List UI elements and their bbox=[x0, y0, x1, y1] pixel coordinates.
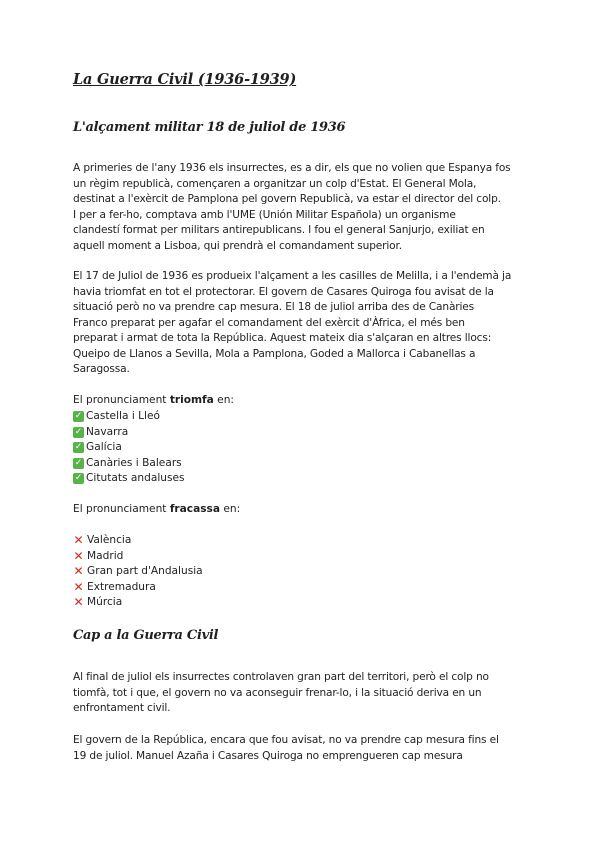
paragraph-line: Franco preparat per agafar el comandament del exèrcit d'Àfrica, el més ben bbox=[73, 316, 465, 329]
list-item: ✓ Castella i Lleó bbox=[74, 410, 160, 422]
paragraph-line: clandestí format per militars antirepublicans. I fou el general Sanjurjo, exiliat en bbox=[73, 224, 485, 236]
list-item: ✕ Extremadura bbox=[73, 579, 156, 594]
cross-mark-icon: ✕ bbox=[73, 533, 84, 548]
check-mark-icon: ✓ bbox=[74, 457, 83, 468]
triumph-keyword: triomfa bbox=[169, 394, 214, 406]
paragraph-line: enfrontament civil. bbox=[73, 702, 171, 714]
list-item: ✓ Canàries i Balears bbox=[74, 456, 182, 469]
paragraph-line: aquell moment a Lisboa, qui prendrà el comandament superior. bbox=[73, 239, 402, 252]
section-heading-alcament: L'alçament militar 18 de juliol de 1936 bbox=[73, 120, 346, 135]
triumph-list bbox=[73, 409, 185, 487]
check-mark-icon: ✓ bbox=[74, 442, 83, 453]
paragraph-intro bbox=[73, 161, 533, 254]
paragraph-line: destinat a l'exèrcit de Pamplona pel govern Republicà, va estar el director del colp. bbox=[73, 193, 501, 205]
list-item: ✓ Navarra bbox=[74, 425, 129, 438]
paragraph-line: havia triomfat en tot el protectorar. El govern de Casares Quiroga fou avisat de la bbox=[73, 285, 494, 298]
list-item: ✓ Galícia bbox=[74, 441, 122, 453]
fail-keyword: fracassa bbox=[169, 503, 220, 515]
list-item: ✕ Gran part d'Andalusia bbox=[73, 564, 203, 579]
section-heading-guerra: Cap a la Guerra Civil bbox=[73, 628, 219, 643]
paragraph-line: tiomfà, tot i que, el govern no va aconseguir frenar-lo, i la situació deriva en un bbox=[73, 686, 482, 699]
page-title: La Guerra Civil (1936-1939) bbox=[73, 71, 297, 88]
cross-mark-icon: ✕ bbox=[73, 595, 84, 610]
paragraph-line: preparat i armat de tota la República. Aquest mateix dia s'alçaran en altres llocs: bbox=[73, 332, 492, 344]
paragraph-uprising bbox=[73, 269, 533, 378]
cross-mark-icon: ✕ bbox=[73, 564, 84, 579]
paragraph-territory bbox=[73, 670, 533, 717]
check-mark-icon: ✓ bbox=[74, 411, 83, 422]
paragraph-line: I per a fer-ho, comptava amb l'UME (Unión Militar Española) un organisme bbox=[73, 208, 456, 221]
cross-mark-icon: ✕ bbox=[73, 579, 84, 594]
list-item: ✕ Múrcia bbox=[73, 595, 123, 610]
paragraph-line: A primeries de l'any 1936 els insurrectes, es a dir, els que no volien que Espanya fos bbox=[73, 162, 511, 174]
list-item: ✕ València bbox=[73, 533, 132, 548]
fail-label: El pronunciament fracassa en: bbox=[73, 503, 241, 515]
cross-mark-icon: ✕ bbox=[73, 548, 84, 563]
paragraph-line: El govern de la República, encara que fou avisat, no va prendre cap mesura fins el bbox=[73, 734, 499, 746]
paragraph-line: Saragossa. bbox=[73, 363, 130, 375]
check-mark-icon: ✓ bbox=[74, 473, 83, 484]
paragraph-line: 19 de juliol. Manuel Azaña i Casares Quiroga no emprengueren cap mesura bbox=[73, 749, 463, 762]
paragraph-government bbox=[73, 733, 533, 764]
paragraph-line: El 17 de Juliol de 1936 es produeix l'alçament a les casilles de Melilla, i a l'endemà ja bbox=[73, 270, 512, 282]
paragraph-line: situació però no va prendre cap mesura. El 18 de juliol arriba des de Canàries bbox=[73, 301, 475, 313]
list-item: ✓ Citutats andaluses bbox=[74, 472, 185, 484]
paragraph-line: Al final de juliol els insurrectes controlaven gran part del territori, però el colp no bbox=[73, 671, 489, 683]
paragraph-line: Queipo de Llanos a Sevilla, Mola a Pamplona, Goded a Mallorca i Cabanellas a bbox=[73, 347, 476, 360]
fail-list bbox=[73, 533, 203, 611]
triumph-label: El pronunciament triomfa en: bbox=[73, 394, 234, 406]
list-item: ✕ Madrid bbox=[73, 548, 124, 563]
paragraph-line: un règim republicà, començaren a organitzar un colp d'Estat. El General Mola, bbox=[73, 177, 477, 190]
check-mark-icon: ✓ bbox=[74, 426, 83, 437]
